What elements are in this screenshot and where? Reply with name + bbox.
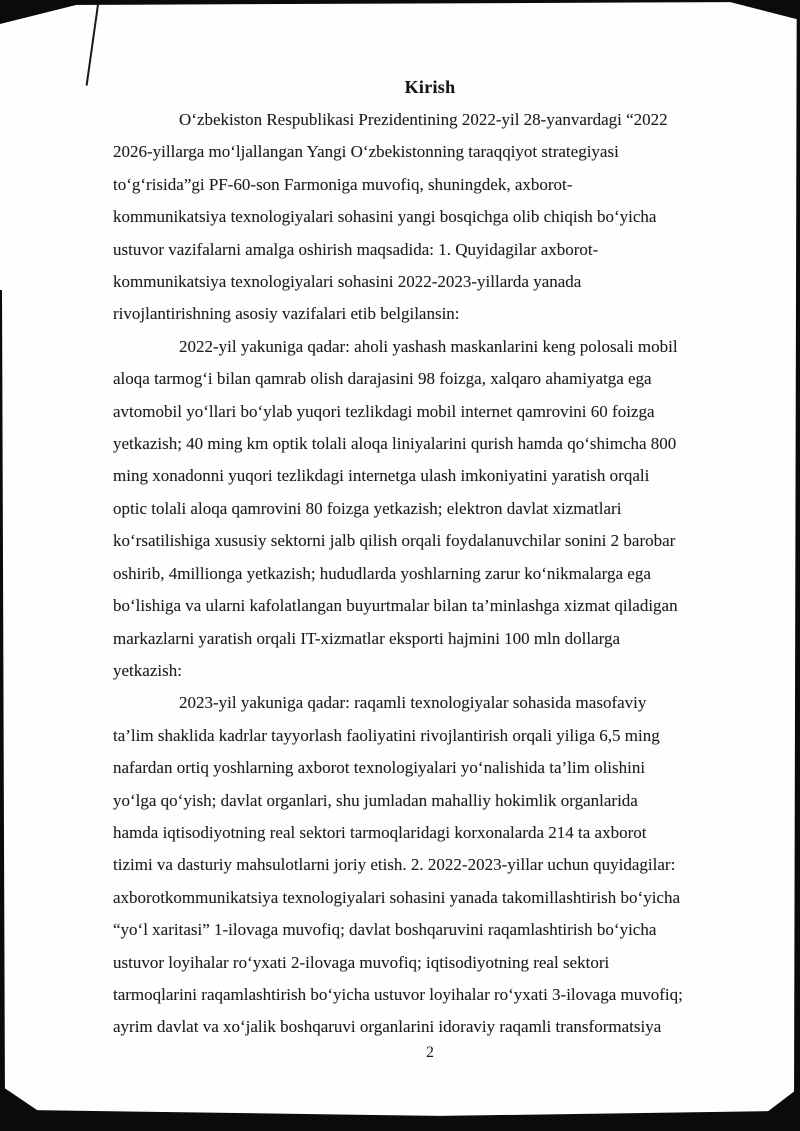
document-content (113, 70, 747, 1044)
scan-artifact-left-edge (0, 290, 5, 1111)
text-line: ustuvor loyihalar ro‘yxati 2-ilovaga muvofiq; iqtisodiyotning real sektori (113, 952, 610, 972)
text-line: kommunikatsiya texnologiyalari sohasini 2022-2023-yillarda yanada (113, 272, 582, 292)
text-line: markazlarni yaratish orqali IT-xizmatlar eksporti hajmini 100 mln dollarga (113, 628, 621, 648)
text-line: tizimi va dasturiy mahsulotlarni joriy etish. 2. 2022-2023-yillar uchun quyidagilar: (113, 855, 676, 875)
scan-artifact-crease (86, 0, 101, 86)
text-line: hamda iqtisodiyotning real sektori tarmoqlaridagi korxonalarda 214 ta axborot (113, 822, 647, 842)
text-line: rivojlantirishning asosiy vazifalari etib belgilansin: (113, 304, 460, 324)
scan-artifact-right-edge (794, 14, 800, 1113)
text-line: oshirib, 4millionga yetkazish; hududlarda yoshlarning zarur ko‘nikmalarga ega (113, 563, 651, 583)
text-line: 2023-yil yakuniga qadar: raqamli texnologiyalar sohasida masofaviy (179, 693, 647, 713)
text-line: 2022-yil yakuniga qadar: aholi yashash maskanlarini keng polosali mobil (179, 336, 678, 356)
text-line: ta’lim shaklida kadrlar tayyorlash faoliyatini rivojlantirish orqali yiliga 6,5 ming (113, 725, 660, 745)
text-line: ustuvor vazifalarni amalga oshirish maqsadida: 1. Quyidagilar axborot- (113, 239, 599, 259)
text-line: to‘g‘risida”gi PF-60-son Farmoniga muvofiq, shuningdek, axborot- (113, 174, 573, 194)
document-title: Kirish (404, 77, 456, 97)
page-number: 2 (426, 1044, 434, 1061)
text-line: yetkazish: (113, 660, 182, 680)
scan-artifact-bottom-right-corner (742, 1087, 800, 1131)
text-line: axborotkommunikatsiya texnologiyalari sohasini yanada takomillashtirish bo‘yicha (113, 887, 681, 907)
text-line: ayrim davlat va xo‘jalik boshqaruvi organlarini idoraviy raqamli transformatsiya (113, 1017, 662, 1037)
text-line: avtomobil yo‘llari bo‘ylab yuqori tezlikdagi mobil internet qamrovini 60 foizga (113, 401, 655, 421)
text-line: “yo‘l xaritasi” 1-ilovaga muvofiq; davlat boshqaruvini raqamlashtirish bo‘yicha (113, 920, 657, 940)
text-line: aloqa tarmog‘i bilan qamrab olish darajasini 98 foizga, xalqaro ahamiyatga ega (113, 369, 652, 389)
document-body (113, 104, 747, 1044)
scan-artifact-top-right-corner (722, 0, 800, 20)
text-line: tarmoqlarini raqamlashtirish bo‘yicha ustuvor loyihalar ro‘yxati 3-ilovaga muvofiq; (113, 984, 683, 1004)
scan-artifact-bottom-edge (0, 1105, 800, 1131)
text-line: ko‘rsatilishiga xususiy sektorni jalb qilish orqali foydalanuvchilar sonini 2 barobar (113, 531, 676, 551)
text-line: 2026-yillarga mo‘ljallangan Yangi O‘zbekistonning taraqqiyot strategiyasi (113, 142, 619, 162)
text-line: kommunikatsiya texnologiyalari sohasini yangi bosqichga olib chiqish bo‘yicha (113, 207, 657, 227)
scan-artifact-top-edge (60, 0, 760, 5)
text-line: yo‘lga qo‘yish; davlat organlari, shu jumladan mahalliy hokimlik organlarida (113, 790, 638, 810)
text-line: O‘zbekiston Respublikasi Prezidentining 2022-yil 28-yanvardagi “2022 (179, 110, 668, 129)
text-line: yetkazish; 40 ming km optik tolali aloqa liniyalarini qurish hamda qo‘shimcha 800 (113, 434, 677, 454)
text-line: optic tolali aloqa qamrovini 80 foizga yetkazish; elektron davlat xizmatlari (113, 498, 622, 518)
text-line: bo‘lishiga va ularni kafolatlangan buyurtmalar bilan ta’minlashga xizmat qiladigan (113, 596, 678, 616)
text-line: nafardan ortiq yoshlarning axborot texnologiyalari yo‘nalishida ta’lim olishini (113, 758, 646, 778)
text-line: ming xonadonni yuqori tezlikdagi internetga ulash imkoniyatini yaratish orqali (113, 466, 650, 486)
